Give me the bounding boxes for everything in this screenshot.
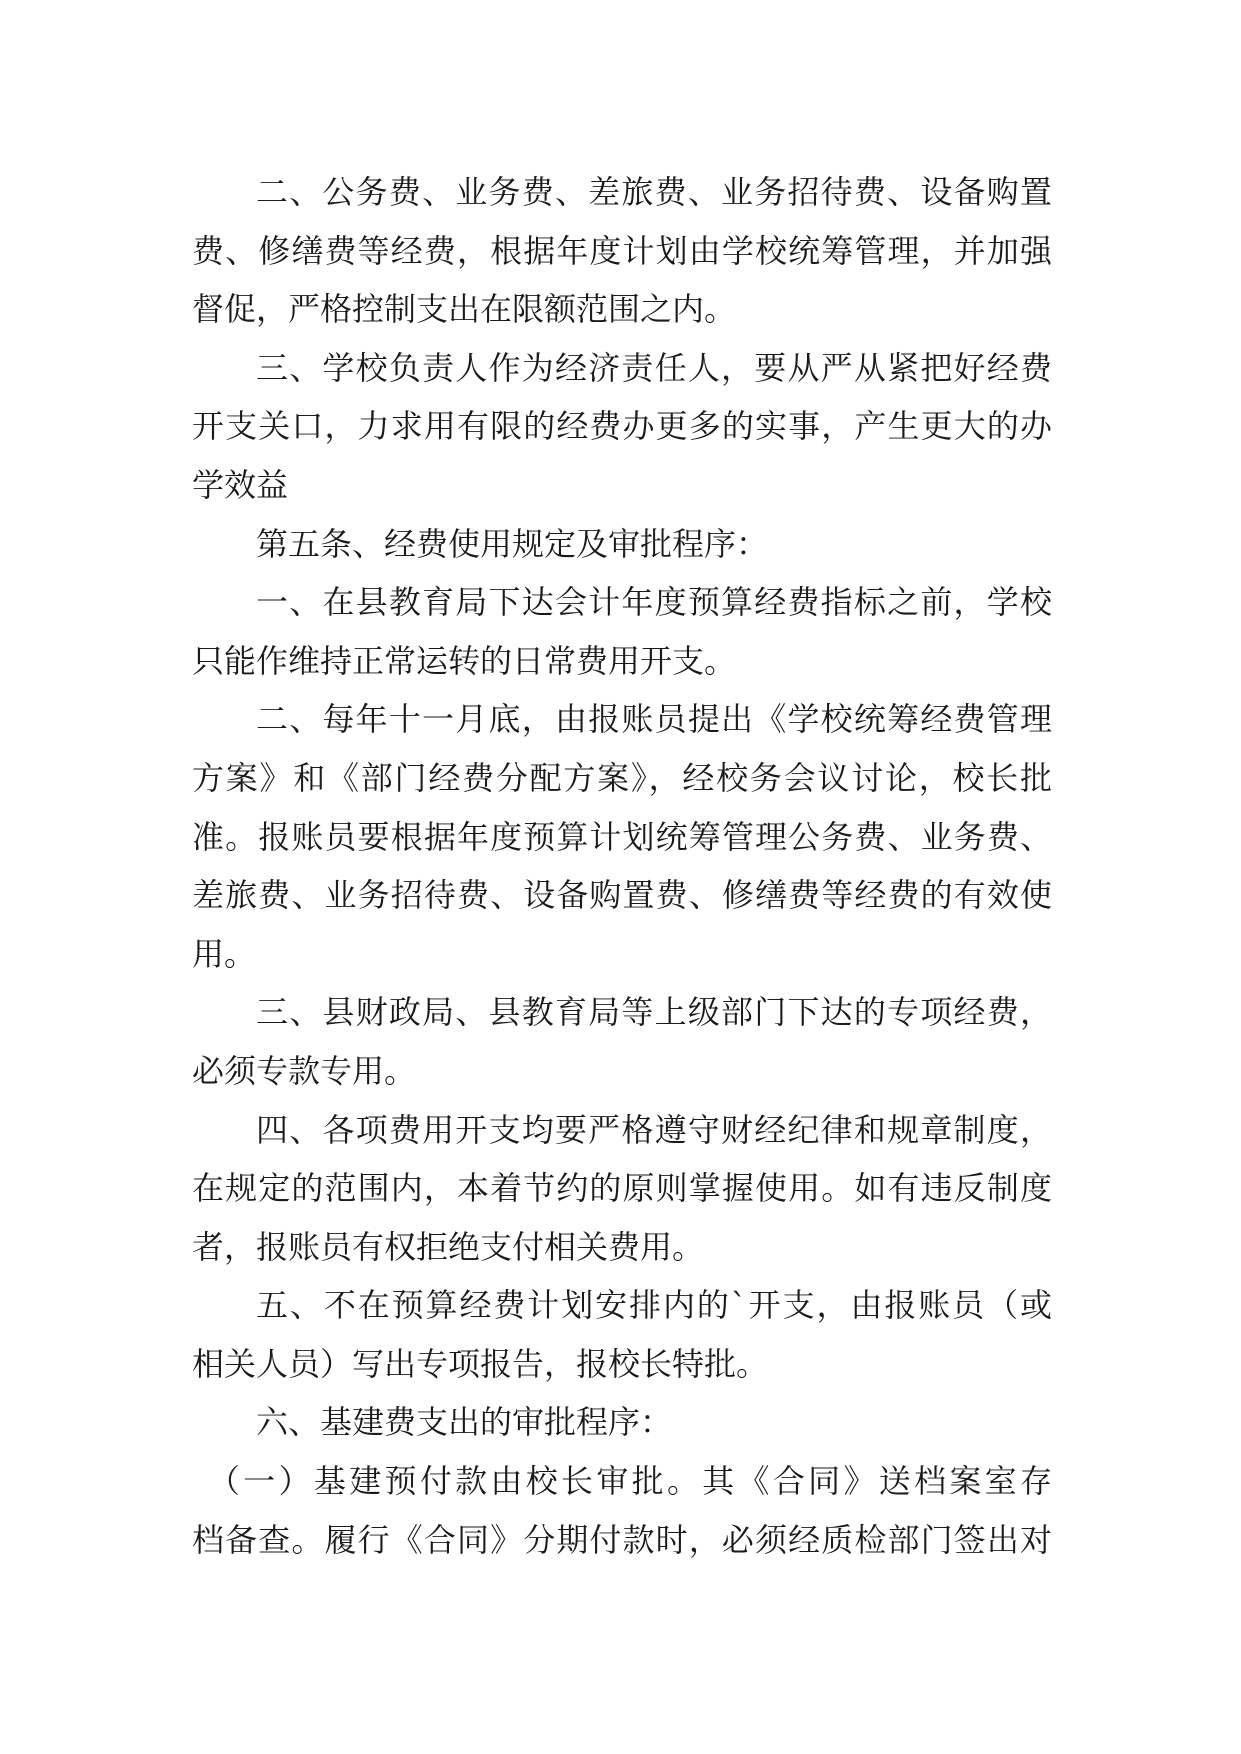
paragraph-line: （一）基建预付款由校长审批。其《合同》送档案室存 (208, 1462, 1052, 1501)
paragraph-line: 差旅费、业务招待费、设备购置费、修缮费等经费的有效使 (192, 876, 1052, 915)
paragraph-line: 用。 (192, 934, 257, 973)
section-heading: 第五条、经费使用规定及审批程序： (256, 524, 769, 563)
paragraph-line: 在规定的范围内，本着节约的原则掌握使用。如有违反制度 (192, 1169, 1052, 1208)
paragraph-line: 准。报账员要根据年度预算计划统筹管理公务费、业务费、 (192, 817, 1052, 856)
document-body (192, 163, 1052, 1569)
paragraph-line: 三、学校负责人作为经济责任人，要从严从紧把好经费 (256, 348, 1052, 387)
paragraph-line: 一、在县教育局下达会计年度预算经费指标之前，学校 (256, 583, 1052, 622)
paragraph-line: 相关人员）写出专项报告，报校长特批。 (192, 1344, 769, 1383)
paragraph-line: 只能作维持正常运转的日常费用开支。 (192, 641, 737, 680)
paragraph-line: 二、公务费、业务费、差旅费、业务招待费、设备购置 (256, 173, 1052, 211)
paragraph-line: 档备查。履行《合同》分期付款时，必须经质检部门签出对 (192, 1520, 1052, 1559)
paragraph-line: 五、不在预算经费计划安排内的`开支，由报账员（或 (256, 1286, 1052, 1325)
section-heading: 六、基建费支出的审批程序： (256, 1403, 673, 1442)
paragraph-line: 方案》和《部门经费分配方案》，经校务会议讨论，校长批 (192, 758, 1052, 797)
paragraph-line: 必须专款专用。 (192, 1051, 417, 1090)
paragraph-line: 二、每年十一月底，由报账员提出《学校统筹经费管理 (256, 700, 1052, 739)
paragraph-line: 三、县财政局、县教育局等上级部门下达的专项经费， (256, 993, 1052, 1032)
paragraph-line: 学效益 (192, 465, 289, 504)
paragraph-line: 费、修缮费等经费，根据年度计划由学校统筹管理，并加强 (192, 231, 1052, 270)
paragraph-line: 四、各项费用开支均要严格遵守财经纪律和规章制度， (256, 1110, 1052, 1149)
paragraph-line: 督促，严格控制支出在限额范围之内。 (192, 290, 737, 329)
paragraph-line: 者，报账员有权拒绝支付相关费用。 (192, 1227, 705, 1266)
paragraph-line: 开支关口，力求用有限的经费办更多的实事，产生更大的办 (192, 407, 1052, 446)
